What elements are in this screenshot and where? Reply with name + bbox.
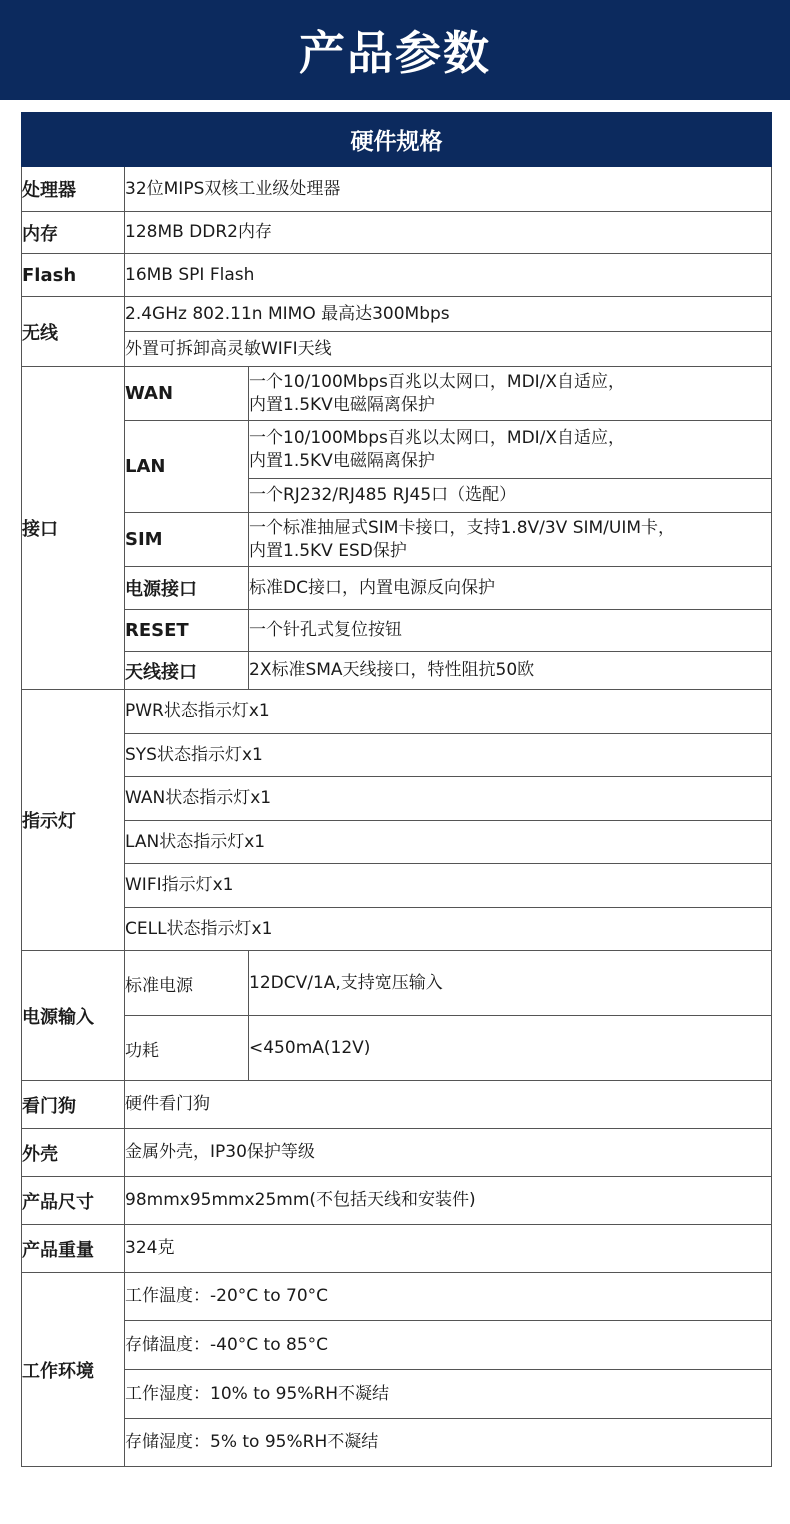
table-header-row [22, 113, 772, 167]
section-title: 硬件规格 [22, 113, 772, 167]
sim-value [249, 513, 772, 567]
table-row [22, 821, 772, 864]
indicators-label: 指示灯 [22, 690, 125, 951]
reset-label: RESET [125, 610, 249, 652]
table-row [22, 1419, 772, 1467]
table-row [22, 367, 772, 421]
wireless-value-1: 2.4GHz 802.11n MIMO 最高达300Mbps [125, 297, 772, 332]
table-row [22, 297, 772, 332]
wan-value [249, 367, 772, 421]
table-row [22, 908, 772, 951]
watchdog-label: 看门狗 [22, 1081, 125, 1129]
table-row [22, 332, 772, 367]
memory-label: 内存 [22, 212, 125, 254]
processor-value: 32位MIPS双核工业级处理器 [125, 167, 772, 212]
page-banner [0, 0, 790, 100]
dimensions-label: 产品尺寸 [22, 1177, 125, 1225]
watchdog-value: 硬件看门狗 [125, 1081, 772, 1129]
wireless-label: 无线 [22, 297, 125, 367]
table-row [22, 652, 772, 690]
standard-power-label: 标准电源 [125, 951, 249, 1016]
power-consumption-value: <450mA(12V) [249, 1016, 772, 1081]
lan-label: LAN [125, 421, 249, 513]
flash-label: Flash [22, 254, 125, 297]
table-row [22, 690, 772, 734]
weight-value: 324克 [125, 1225, 772, 1273]
sim-value-line-1: 一个标准抽屉式SIM卡接口，支持1.8V/3V SIM/UIM卡， [249, 517, 676, 538]
wan-label: WAN [125, 367, 249, 421]
antenna-port-value: 2X标准SMA天线接口，特性阻抗50欧 [249, 652, 772, 690]
table-row [22, 1177, 772, 1225]
table-row [22, 1016, 772, 1081]
power-port-label: 电源接口 [125, 567, 249, 610]
indicator-item: PWR状态指示灯x1 [125, 690, 772, 734]
indicator-item: CELL状态指示灯x1 [125, 908, 772, 951]
sim-label: SIM [125, 513, 249, 567]
hardware-spec-table [21, 112, 772, 1467]
environment-item: 工作湿度：10% to 95%RH不凝结 [125, 1370, 772, 1419]
wireless-value-2: 外置可拆卸高灵敏WIFI天线 [125, 332, 772, 367]
table-row [22, 1081, 772, 1129]
table-row [22, 513, 772, 567]
table-row [22, 1129, 772, 1177]
table-row [22, 864, 772, 908]
weight-label: 产品重量 [22, 1225, 125, 1273]
reset-value: 一个针孔式复位按钮 [249, 610, 772, 652]
table-row [22, 1273, 772, 1321]
memory-value: 128MB DDR2内存 [125, 212, 772, 254]
table-row [22, 1225, 772, 1273]
table-row [22, 951, 772, 1016]
table-row [22, 254, 772, 297]
table-row [22, 610, 772, 652]
table-row [22, 212, 772, 254]
power-consumption-label: 功耗 [125, 1016, 249, 1081]
wan-value-line-2: 内置1.5KV电磁隔离保护 [249, 394, 435, 415]
table-row [22, 567, 772, 610]
table-row [22, 1370, 772, 1419]
table-row [22, 167, 772, 212]
environment-label: 工作环境 [22, 1273, 125, 1467]
power-input-label: 电源输入 [22, 951, 125, 1081]
interfaces-label: 接口 [22, 367, 125, 690]
power-port-value: 标准DC接口，内置电源反向保护 [249, 567, 772, 610]
antenna-port-label: 天线接口 [125, 652, 249, 690]
environment-item: 工作温度：-20°C to 70°C [125, 1273, 772, 1321]
table-row [22, 421, 772, 479]
wan-value-line-1: 一个10/100Mbps百兆以太网口，MDI/X自适应， [249, 371, 626, 392]
indicator-item: LAN状态指示灯x1 [125, 821, 772, 864]
lan-value-line-1: 一个10/100Mbps百兆以太网口，MDI/X自适应， [249, 427, 626, 448]
banner-title: 产品参数 [299, 26, 491, 80]
environment-item: 存储温度：-40°C to 85°C [125, 1321, 772, 1370]
table-row [22, 734, 772, 777]
lan-serial-value: 一个RJ232/RJ485 RJ45口（选配） [249, 479, 772, 513]
enclosure-label: 外壳 [22, 1129, 125, 1177]
sim-value-line-2: 内置1.5KV ESD保护 [249, 540, 407, 561]
table-row [22, 777, 772, 821]
lan-value-line-2: 内置1.5KV电磁隔离保护 [249, 450, 435, 471]
enclosure-value: 金属外壳，IP30保护等级 [125, 1129, 772, 1177]
standard-power-value: 12DCV/1A,支持宽压输入 [249, 951, 772, 1016]
indicator-item: SYS状态指示灯x1 [125, 734, 772, 777]
indicator-item: WAN状态指示灯x1 [125, 777, 772, 821]
environment-item: 存储湿度：5% to 95%RH不凝结 [125, 1419, 772, 1467]
dimensions-value: 98mmx95mmx25mm(不包括天线和安装件) [125, 1177, 772, 1225]
processor-label: 处理器 [22, 167, 125, 212]
table-row [22, 1321, 772, 1370]
lan-value [249, 421, 772, 479]
flash-value: 16MB SPI Flash [125, 254, 772, 297]
indicator-item: WIFI指示灯x1 [125, 864, 772, 908]
